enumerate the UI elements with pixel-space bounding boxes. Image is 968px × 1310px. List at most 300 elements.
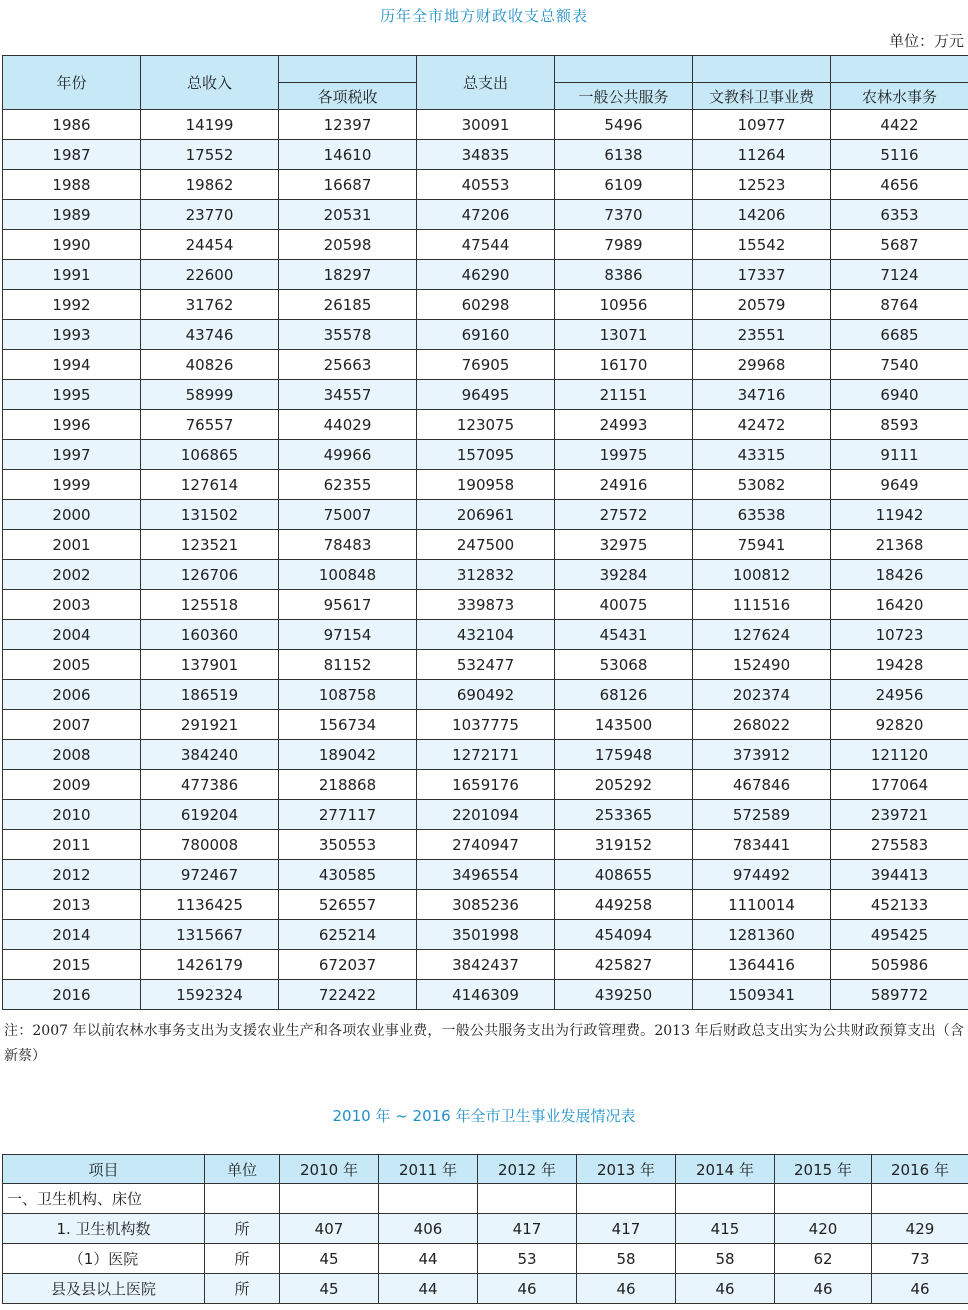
table-cell: 532477: [417, 650, 555, 680]
header-blank-2: [555, 56, 693, 83]
table-row: [3, 920, 968, 950]
table-cell: 49966: [279, 440, 417, 470]
table-cell: 5496: [555, 110, 693, 140]
table-cell: 100848: [279, 560, 417, 590]
table-cell: 40075: [555, 590, 693, 620]
table-cell: 420: [775, 1214, 872, 1244]
table-cell: 1995: [3, 380, 141, 410]
table-cell: 40826: [141, 350, 279, 380]
table-cell: 783441: [693, 830, 831, 860]
table-cell: 1992: [3, 290, 141, 320]
table-cell: [775, 1184, 872, 1214]
table-cell: [379, 1184, 478, 1214]
health-table-title: 2010 年 ~ 2016 年全市卫生事业发展情况表: [332, 1107, 636, 1125]
table-cell: 10977: [693, 110, 831, 140]
table-cell: 20579: [693, 290, 831, 320]
table-cell: 16170: [555, 350, 693, 380]
table-cell: 253365: [555, 800, 693, 830]
table-cell: 177064: [831, 770, 968, 800]
table-cell: 205292: [555, 770, 693, 800]
table-cell: 11942: [831, 500, 968, 530]
table-row: [3, 710, 968, 740]
table-cell: 8593: [831, 410, 968, 440]
table-row: [3, 590, 968, 620]
table-cell: 2000: [3, 500, 141, 530]
table-cell: 495425: [831, 920, 968, 950]
table-cell: 17552: [141, 140, 279, 170]
finance-table-body: [3, 110, 968, 1010]
table-cell: 454094: [555, 920, 693, 950]
table-row: [3, 410, 968, 440]
table-cell: 11264: [693, 140, 831, 170]
table-cell: 6685: [831, 320, 968, 350]
header-tax-revenue: 各项税收: [279, 83, 417, 110]
table-cell: 6940: [831, 380, 968, 410]
table-cell: 15542: [693, 230, 831, 260]
table-row: [3, 1244, 968, 1274]
table-cell: 1993: [3, 320, 141, 350]
table-cell: 53: [478, 1244, 577, 1274]
health-header-cell: 2012 年: [478, 1155, 577, 1184]
health-header-cell: 2015 年: [775, 1155, 872, 1184]
table-cell: 722422: [279, 980, 417, 1010]
table-cell: 所: [205, 1244, 280, 1274]
table-cell: 34716: [693, 380, 831, 410]
table-cell: 108758: [279, 680, 417, 710]
table-cell: 17337: [693, 260, 831, 290]
table-cell: 47544: [417, 230, 555, 260]
table-cell: 1281360: [693, 920, 831, 950]
table-cell: 35578: [279, 320, 417, 350]
table-cell: 22600: [141, 260, 279, 290]
table-cell: 123521: [141, 530, 279, 560]
table-cell: 30091: [417, 110, 555, 140]
table-cell: 1426179: [141, 950, 279, 980]
table-cell: 407: [280, 1214, 379, 1244]
table-row: [3, 140, 968, 170]
table-cell: 63538: [693, 500, 831, 530]
finance-table-note: 注：2007 年以前农林水事务支出为支援农业生产和各项农业事业费，一般公共服务支出为行政管理费。2013 年后财政总支出实为公共财政预算支出（含新蔡）: [4, 1023, 964, 1064]
table-cell: 672037: [279, 950, 417, 980]
header-blank-3: [693, 56, 831, 83]
table-cell: 425827: [555, 950, 693, 980]
table-cell: 27572: [555, 500, 693, 530]
table-cell: 9111: [831, 440, 968, 470]
table-cell: 58999: [141, 380, 279, 410]
table-cell: 319152: [555, 830, 693, 860]
header-total-revenue: 总收入: [141, 56, 279, 110]
table-cell: 6353: [831, 200, 968, 230]
table-cell: 46: [478, 1274, 577, 1304]
table-cell: 45: [280, 1274, 379, 1304]
table-cell: 73: [872, 1244, 968, 1274]
table-cell: 14206: [693, 200, 831, 230]
health-header-cell: 2010 年: [280, 1155, 379, 1184]
header-culture-edu-health: 文教科卫事业费: [693, 83, 831, 110]
table-cell: 75941: [693, 530, 831, 560]
table-cell: 20598: [279, 230, 417, 260]
table-cell: 2014: [3, 920, 141, 950]
table-cell: 所: [205, 1214, 280, 1244]
table-cell: 415: [676, 1214, 775, 1244]
table-row: [3, 650, 968, 680]
table-cell: 10956: [555, 290, 693, 320]
table-cell: 2010: [3, 800, 141, 830]
table-cell: 县及县以上医院: [3, 1274, 205, 1304]
finance-table-title: 历年全市地方财政收支总额表: [379, 7, 588, 25]
table-cell: 96495: [417, 380, 555, 410]
table-cell: 572589: [693, 800, 831, 830]
table-cell: 432104: [417, 620, 555, 650]
table-cell: 76905: [417, 350, 555, 380]
table-cell: 1988: [3, 170, 141, 200]
table-cell: 2005: [3, 650, 141, 680]
table-row: [3, 290, 968, 320]
table-cell: 16420: [831, 590, 968, 620]
table-cell: 121120: [831, 740, 968, 770]
table-cell: 106865: [141, 440, 279, 470]
table-cell: 19428: [831, 650, 968, 680]
table-cell: 24454: [141, 230, 279, 260]
table-cell: 68126: [555, 680, 693, 710]
table-cell: 1110014: [693, 890, 831, 920]
table-cell: 39284: [555, 560, 693, 590]
table-cell: 1990: [3, 230, 141, 260]
table-cell: 589772: [831, 980, 968, 1010]
table-cell: 18297: [279, 260, 417, 290]
table-cell: （1）医院: [3, 1244, 205, 1274]
table-cell: 625214: [279, 920, 417, 950]
table-cell: 23551: [693, 320, 831, 350]
table-cell: 452133: [831, 890, 968, 920]
table-cell: 58: [577, 1244, 676, 1274]
table-cell: 189042: [279, 740, 417, 770]
table-cell: 2002: [3, 560, 141, 590]
table-cell: 125518: [141, 590, 279, 620]
table-cell: [577, 1184, 676, 1214]
table-row: [3, 860, 968, 890]
table-row: [3, 620, 968, 650]
table-cell: 202374: [693, 680, 831, 710]
table-cell: 13071: [555, 320, 693, 350]
table-cell: 384240: [141, 740, 279, 770]
table-cell: 46: [577, 1274, 676, 1304]
table-cell: 477386: [141, 770, 279, 800]
table-cell: 24916: [555, 470, 693, 500]
table-cell: 312832: [417, 560, 555, 590]
table-cell: 45431: [555, 620, 693, 650]
table-cell: 8764: [831, 290, 968, 320]
table-cell: 780008: [141, 830, 279, 860]
table-cell: 24956: [831, 680, 968, 710]
table-cell: 186519: [141, 680, 279, 710]
table-cell: 14199: [141, 110, 279, 140]
table-cell: 34557: [279, 380, 417, 410]
table-cell: 46: [775, 1274, 872, 1304]
table-cell: 9649: [831, 470, 968, 500]
table-cell: 1999: [3, 470, 141, 500]
health-header-cell: 2016 年: [872, 1155, 968, 1184]
table-cell: 439250: [555, 980, 693, 1010]
table-cell: 97154: [279, 620, 417, 650]
table-cell: 275583: [831, 830, 968, 860]
table-cell: 53082: [693, 470, 831, 500]
table-cell: 26185: [279, 290, 417, 320]
table-cell: 32975: [555, 530, 693, 560]
table-cell: 2015: [3, 950, 141, 980]
finance-table-unit: 单位：万元: [888, 32, 964, 50]
table-cell: 12397: [279, 110, 417, 140]
table-cell: 160360: [141, 620, 279, 650]
table-cell: 3496554: [417, 860, 555, 890]
table-cell: 1987: [3, 140, 141, 170]
table-row: [3, 320, 968, 350]
table-cell: 76557: [141, 410, 279, 440]
table-cell: 69160: [417, 320, 555, 350]
health-header-cell: 单位: [205, 1155, 280, 1184]
table-cell: 1315667: [141, 920, 279, 950]
table-cell: 23770: [141, 200, 279, 230]
table-cell: 429: [872, 1214, 968, 1244]
header-blank-1: [279, 56, 417, 83]
table-cell: 417: [577, 1214, 676, 1244]
table-cell: 24993: [555, 410, 693, 440]
table-cell: 1991: [3, 260, 141, 290]
finance-table: [2, 55, 968, 1010]
table-cell: 21368: [831, 530, 968, 560]
table-cell: 25663: [279, 350, 417, 380]
table-cell: 1509341: [693, 980, 831, 1010]
table-cell: 2008: [3, 740, 141, 770]
table-row: [3, 110, 968, 140]
table-cell: 8386: [555, 260, 693, 290]
table-cell: [676, 1184, 775, 1214]
table-cell: 42472: [693, 410, 831, 440]
table-row: [3, 740, 968, 770]
table-cell: 339873: [417, 590, 555, 620]
table-cell: 78483: [279, 530, 417, 560]
table-cell: 157095: [417, 440, 555, 470]
table-cell: 2001: [3, 530, 141, 560]
table-row: [3, 170, 968, 200]
health-header-cell: 2014 年: [676, 1155, 775, 1184]
table-row: [3, 440, 968, 470]
health-table-body: [3, 1184, 968, 1304]
table-cell: 6138: [555, 140, 693, 170]
table-row: [3, 200, 968, 230]
table-cell: 123075: [417, 410, 555, 440]
table-cell: 12523: [693, 170, 831, 200]
table-cell: 7540: [831, 350, 968, 380]
table-row: [3, 230, 968, 260]
table-cell: [872, 1184, 968, 1214]
table-cell: [205, 1184, 280, 1214]
table-cell: 2013: [3, 890, 141, 920]
table-cell: 6109: [555, 170, 693, 200]
header-total-expenditure: 总支出: [417, 56, 555, 110]
table-cell: 44: [379, 1274, 478, 1304]
table-cell: 467846: [693, 770, 831, 800]
table-row: [3, 1214, 968, 1244]
table-cell: 45: [280, 1244, 379, 1274]
header-year: 年份: [3, 56, 141, 110]
table-cell: 1037775: [417, 710, 555, 740]
table-cell: 7989: [555, 230, 693, 260]
table-cell: 2201094: [417, 800, 555, 830]
table-cell: 一、卫生机构、床位: [3, 1184, 205, 1214]
table-cell: [478, 1184, 577, 1214]
table-cell: 350553: [279, 830, 417, 860]
table-cell: 3501998: [417, 920, 555, 950]
table-cell: 406: [379, 1214, 478, 1244]
table-cell: 526557: [279, 890, 417, 920]
table-cell: 1997: [3, 440, 141, 470]
table-cell: 43315: [693, 440, 831, 470]
table-cell: 156734: [279, 710, 417, 740]
table-row: [3, 380, 968, 410]
table-cell: 127614: [141, 470, 279, 500]
health-header-cell: 2011 年: [379, 1155, 478, 1184]
table-cell: 34835: [417, 140, 555, 170]
table-row: [3, 830, 968, 860]
table-cell: 417: [478, 1214, 577, 1244]
table-cell: 所: [205, 1274, 280, 1304]
table-cell: 4422: [831, 110, 968, 140]
table-row: [3, 470, 968, 500]
table-cell: 152490: [693, 650, 831, 680]
table-cell: 1986: [3, 110, 141, 140]
table-row: [3, 530, 968, 560]
table-cell: 58: [676, 1244, 775, 1274]
header-public-services: 一般公共服务: [555, 83, 693, 110]
table-row: [3, 500, 968, 530]
table-row: [3, 980, 968, 1010]
health-header-cell: 项目: [3, 1155, 205, 1184]
table-cell: 44: [379, 1244, 478, 1274]
table-cell: 92820: [831, 710, 968, 740]
table-cell: 44029: [279, 410, 417, 440]
table-cell: 1659176: [417, 770, 555, 800]
table-cell: 137901: [141, 650, 279, 680]
table-row: [3, 800, 968, 830]
table-cell: 1994: [3, 350, 141, 380]
table-cell: 46: [676, 1274, 775, 1304]
table-cell: 46290: [417, 260, 555, 290]
table-cell: 175948: [555, 740, 693, 770]
table-cell: 277117: [279, 800, 417, 830]
table-cell: 619204: [141, 800, 279, 830]
table-cell: 95617: [279, 590, 417, 620]
table-cell: 1996: [3, 410, 141, 440]
table-cell: 143500: [555, 710, 693, 740]
table-cell: 690492: [417, 680, 555, 710]
table-cell: 10723: [831, 620, 968, 650]
table-cell: 14610: [279, 140, 417, 170]
table-row: [3, 770, 968, 800]
table-cell: 5687: [831, 230, 968, 260]
table-cell: 21151: [555, 380, 693, 410]
table-cell: 373912: [693, 740, 831, 770]
table-cell: 53068: [555, 650, 693, 680]
table-cell: 5116: [831, 140, 968, 170]
table-cell: 2007: [3, 710, 141, 740]
table-cell: 2003: [3, 590, 141, 620]
table-cell: 111516: [693, 590, 831, 620]
table-cell: 7370: [555, 200, 693, 230]
table-cell: 46: [872, 1274, 968, 1304]
table-row: [3, 890, 968, 920]
table-cell: 394413: [831, 860, 968, 890]
table-cell: 206961: [417, 500, 555, 530]
table-cell: 218868: [279, 770, 417, 800]
table-cell: 29968: [693, 350, 831, 380]
table-cell: 7124: [831, 260, 968, 290]
table-cell: 2011: [3, 830, 141, 860]
table-cell: 40553: [417, 170, 555, 200]
table-cell: 1136425: [141, 890, 279, 920]
table-cell: 62355: [279, 470, 417, 500]
table-cell: 291921: [141, 710, 279, 740]
table-row: [3, 950, 968, 980]
table-cell: 1364416: [693, 950, 831, 980]
health-table: [2, 1154, 968, 1304]
table-cell: 2006: [3, 680, 141, 710]
table-cell: 408655: [555, 860, 693, 890]
table-cell: 1989: [3, 200, 141, 230]
table-cell: 60298: [417, 290, 555, 320]
table-cell: 2740947: [417, 830, 555, 860]
table-cell: 972467: [141, 860, 279, 890]
table-row: [3, 560, 968, 590]
table-cell: 1592324: [141, 980, 279, 1010]
table-cell: 127624: [693, 620, 831, 650]
table-cell: 268022: [693, 710, 831, 740]
table-cell: 126706: [141, 560, 279, 590]
table-row: [3, 260, 968, 290]
table-cell: 430585: [279, 860, 417, 890]
table-cell: 19975: [555, 440, 693, 470]
table-cell: 100812: [693, 560, 831, 590]
health-header-cell: 2013 年: [577, 1155, 676, 1184]
table-cell: 47206: [417, 200, 555, 230]
table-cell: 2012: [3, 860, 141, 890]
table-cell: 62: [775, 1244, 872, 1274]
table-cell: 449258: [555, 890, 693, 920]
table-cell: 3842437: [417, 950, 555, 980]
table-cell: 1. 卫生机构数: [3, 1214, 205, 1244]
table-cell: 1272171: [417, 740, 555, 770]
table-row: [3, 1184, 968, 1214]
table-cell: 190958: [417, 470, 555, 500]
table-cell: 505986: [831, 950, 968, 980]
table-cell: 2004: [3, 620, 141, 650]
table-cell: 247500: [417, 530, 555, 560]
table-cell: 974492: [693, 860, 831, 890]
table-cell: 4146309: [417, 980, 555, 1010]
table-row: [3, 1274, 968, 1304]
header-blank-4: [831, 56, 968, 83]
table-cell: 43746: [141, 320, 279, 350]
header-agri-forest-water: 农林水事务: [831, 83, 968, 110]
table-cell: 2016: [3, 980, 141, 1010]
table-cell: 20531: [279, 200, 417, 230]
table-cell: 31762: [141, 290, 279, 320]
table-cell: 2009: [3, 770, 141, 800]
table-cell: 18426: [831, 560, 968, 590]
table-cell: 16687: [279, 170, 417, 200]
table-cell: 131502: [141, 500, 279, 530]
table-row: [3, 350, 968, 380]
